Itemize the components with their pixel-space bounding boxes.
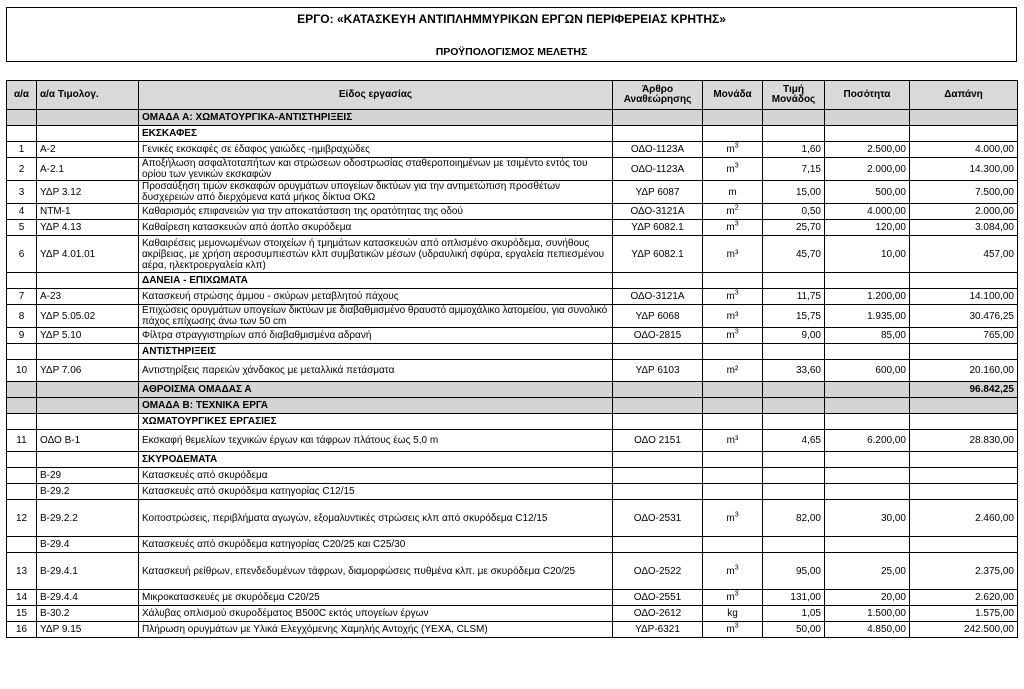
row-code-cell (37, 414, 139, 430)
row-code-cell (37, 110, 139, 126)
section-title: ΧΩΜΑΤΟΥΡΓΙΚΕΣ ΕΡΓΑΣΙΕΣ (139, 414, 613, 430)
unit-text: m (726, 206, 735, 217)
unit-of-measure (703, 500, 763, 537)
item-number: 5 (7, 220, 37, 236)
price-list-code: ΝΤΜ-1 (37, 204, 139, 220)
work-description: Καθαιρέσεις μεμονωμένων στοιχείων ή τμημάτων κατασκευών από οπλισμένο σκυρόδεμα, συνήθους ακρίβειας, με χρήση αεροσυμπιεστών κλπ συμβατικών μέσων (υδραυλική σφύρα, εργαλεία πεπιεσμένου αέρα, ηλεκτροεργαλεία κλπ) (139, 236, 613, 273)
cost (910, 484, 1018, 500)
group-total-cost: 96.842,25 (910, 382, 1018, 398)
price-list-code: Β-29.4.1 (37, 553, 139, 590)
unit-price: 0,50 (763, 204, 825, 220)
unit-of-measure (703, 622, 763, 638)
unit-of-measure (703, 142, 763, 158)
work-description: Κοιτοστρώσεις, περιβλήματα αγωγών, εξομαλυντικές στρώσεις κλπ από σκυρόδεμα C12/15 (139, 500, 613, 537)
unit-of-measure (703, 590, 763, 606)
cost: 3.084,00 (910, 220, 1018, 236)
quantity: 500,00 (825, 181, 910, 204)
unit-price: 9,00 (763, 328, 825, 344)
row-empty-cell (703, 126, 763, 142)
row-empty-cell (613, 414, 703, 430)
row-empty-cell (703, 273, 763, 289)
unit-of-measure (703, 220, 763, 236)
work-description: Χάλυβας οπλισμού σκυροδέματος B500C εκτός υπογείων έργων (139, 606, 613, 622)
price-list-code: Β-29.4.4 (37, 590, 139, 606)
row-empty-cell (613, 382, 703, 398)
quantity: 4.850,00 (825, 622, 910, 638)
cost: 4.000,00 (910, 142, 1018, 158)
item-number: 13 (7, 553, 37, 590)
col-header-article: Άρθρο Αναθεώρησης (613, 81, 703, 110)
table-row (7, 360, 1018, 382)
table-row (7, 430, 1018, 452)
work-description: Φίλτρα στραγγιστηρίων από διαβαθμισμένα αδρανή (139, 328, 613, 344)
section-header-row (7, 344, 1018, 360)
row-empty-cell (763, 398, 825, 414)
row-empty-cell (825, 414, 910, 430)
unit-exponent: 3 (734, 162, 739, 170)
table-row (7, 305, 1018, 328)
table-row (7, 158, 1018, 181)
item-number (7, 537, 37, 553)
table-row (7, 289, 1018, 305)
row-empty-cell (825, 273, 910, 289)
price-list-code: ΥΔΡ 9.15 (37, 622, 139, 638)
group-total-row (7, 382, 1018, 398)
cost: 7.500,00 (910, 181, 1018, 204)
col-header-code: α/α Τιμολογ. (37, 81, 139, 110)
table-row (7, 181, 1018, 204)
table-row (7, 500, 1018, 537)
item-number: 3 (7, 181, 37, 204)
table-row (7, 468, 1018, 484)
item-number: 11 (7, 430, 37, 452)
unit-exponent: 3 (734, 564, 739, 572)
item-number: 15 (7, 606, 37, 622)
row-empty-cell (703, 398, 763, 414)
row-empty-cell (910, 126, 1018, 142)
revision-article: ΟΔΟ-2531 (613, 500, 703, 537)
row-code-cell (37, 126, 139, 142)
unit-of-measure (703, 289, 763, 305)
item-number: 8 (7, 305, 37, 328)
table-row (7, 622, 1018, 638)
revision-article: ΟΔΟ-1123Α (613, 158, 703, 181)
row-aa-cell (7, 273, 37, 289)
unit-text: m² (726, 365, 739, 376)
unit-of-measure (703, 158, 763, 181)
quantity: 4.000,00 (825, 204, 910, 220)
unit-price (763, 468, 825, 484)
work-description: Κατασκευή ρείθρων, επενδεδυμένων τάφρων, διαμορφώσεις πυθμένα κλπ. με σκυρόδεμα C20/25 (139, 553, 613, 590)
price-list-code: ΥΔΡ 5.05.02 (37, 305, 139, 328)
table-header-row (7, 81, 1018, 110)
row-empty-cell (763, 452, 825, 468)
revision-article: ΥΔΡ 6068 (613, 305, 703, 328)
row-empty-cell (703, 382, 763, 398)
col-header-description: Είδος εργασίας (139, 81, 613, 110)
item-number: 1 (7, 142, 37, 158)
row-empty-cell (825, 344, 910, 360)
quantity: 2.000,00 (825, 158, 910, 181)
price-list-code: Β-29.2.2 (37, 500, 139, 537)
revision-article (613, 468, 703, 484)
unit-of-measure (703, 328, 763, 344)
unit-text: m (726, 592, 735, 603)
unit-text: m (726, 565, 735, 577)
price-list-code: Β-30.2 (37, 606, 139, 622)
row-code-cell (37, 398, 139, 414)
unit-text: kg (727, 608, 738, 619)
unit-price: 50,00 (763, 622, 825, 638)
price-list-code: ΥΔΡ 4.13 (37, 220, 139, 236)
row-empty-cell (825, 110, 910, 126)
cost: 2.620,00 (910, 590, 1018, 606)
budget-table-body (7, 110, 1018, 638)
col-header-unit-price: Τιμή Μονάδος (763, 81, 825, 110)
work-description: Κατασκευές από σκυρόδεμα (139, 468, 613, 484)
row-empty-cell (825, 452, 910, 468)
row-code-cell (37, 382, 139, 398)
unit-price (763, 537, 825, 553)
item-number: 4 (7, 204, 37, 220)
unit-exponent: 3 (734, 622, 739, 630)
row-empty-cell (763, 414, 825, 430)
work-description: Πλήρωση ορυγμάτων με Υλικά Ελεγχόμενης Χαμηλής Αντοχής (ΥΕΧΑ, CLSM) (139, 622, 613, 638)
row-aa-cell (7, 398, 37, 414)
item-number: 6 (7, 236, 37, 273)
revision-article: ΥΔΡ-6321 (613, 622, 703, 638)
work-description: Καθαίρεση κατασκευών από άοπλο σκυρόδεμα (139, 220, 613, 236)
unit-exponent: 3 (734, 220, 739, 228)
row-aa-cell (7, 126, 37, 142)
work-description: Αντιστηρίξεις παρειών χάνδακος με μεταλλικά πετάσματα (139, 360, 613, 382)
row-empty-cell (613, 452, 703, 468)
item-number: 7 (7, 289, 37, 305)
work-description: Μικροκατασκευές με σκυρόδεμα C20/25 (139, 590, 613, 606)
quantity: 10,00 (825, 236, 910, 273)
revision-article: ΟΔΟ-1123Α (613, 142, 703, 158)
quantity: 25,00 (825, 553, 910, 590)
price-list-code: Α-23 (37, 289, 139, 305)
table-row (7, 328, 1018, 344)
revision-article (613, 537, 703, 553)
unit-of-measure (703, 468, 763, 484)
work-description: Επιχώσεις ορυγμάτων υπογείων δικτύων με διαβαθμισμένο θραυστό αμμοχάλικο λατομείου, για συνολικό πάχος επίχωσης άνω των 50 cm (139, 305, 613, 328)
quantity: 120,00 (825, 220, 910, 236)
col-header-aa: α/α (7, 81, 37, 110)
section-header-row (7, 273, 1018, 289)
unit-exponent: 3 (734, 511, 739, 519)
table-row (7, 590, 1018, 606)
cost: 457,00 (910, 236, 1018, 273)
unit-text: m (726, 512, 735, 524)
work-description: Κατασκευή στρώσης άμμου - σκύρων μεταβλητού πάχους (139, 289, 613, 305)
unit-price (763, 484, 825, 500)
table-row (7, 236, 1018, 273)
unit-exponent: 3 (734, 142, 739, 150)
unit-price: 82,00 (763, 500, 825, 537)
revision-article: ΥΔΡ 6082.1 (613, 236, 703, 273)
row-aa-cell (7, 452, 37, 468)
quantity: 6.200,00 (825, 430, 910, 452)
table-row (7, 606, 1018, 622)
row-empty-cell (763, 110, 825, 126)
unit-exponent: 3 (734, 328, 739, 336)
quantity: 1.935,00 (825, 305, 910, 328)
unit-exponent: 3 (734, 590, 739, 598)
row-empty-cell (825, 398, 910, 414)
unit-text: m (726, 291, 735, 302)
row-empty-cell (763, 382, 825, 398)
unit-of-measure (703, 606, 763, 622)
row-empty-cell (910, 398, 1018, 414)
revision-article: ΟΔΟ-2815 (613, 328, 703, 344)
revision-article (613, 484, 703, 500)
item-number: 2 (7, 158, 37, 181)
group-title: ΟΜΑΔΑ Β: ΤΕΧΝΙΚΑ ΕΡΓΑ (139, 398, 613, 414)
quantity: 2.500,00 (825, 142, 910, 158)
unit-of-measure (703, 360, 763, 382)
row-empty-cell (763, 273, 825, 289)
quantity (825, 537, 910, 553)
work-description: Εκσκαφή θεμελίων τεχνικών έργων και τάφρων πλάτους έως 5,0 m (139, 430, 613, 452)
unit-text: m (728, 186, 737, 198)
cost: 14.300,00 (910, 158, 1018, 181)
quantity: 20,00 (825, 590, 910, 606)
work-description: Κατασκευές από σκυρόδεμα κατηγορίας C20/25 και C25/30 (139, 537, 613, 553)
item-number (7, 484, 37, 500)
quantity: 600,00 (825, 360, 910, 382)
unit-text: m (726, 222, 735, 233)
cost: 14.100,00 (910, 289, 1018, 305)
cost: 765,00 (910, 328, 1018, 344)
row-aa-cell (7, 344, 37, 360)
table-row (7, 204, 1018, 220)
price-list-code: Β-29 (37, 468, 139, 484)
unit-of-measure (703, 204, 763, 220)
item-number: 10 (7, 360, 37, 382)
row-empty-cell (703, 344, 763, 360)
work-description: Καθαρισμός επιφανειών για την αποκατάσταση της ορατότητας της οδού (139, 204, 613, 220)
col-header-cost: Δαπάνη (910, 81, 1018, 110)
revision-article: ΥΔΡ 6082.1 (613, 220, 703, 236)
revision-article: ΟΔΟ-2522 (613, 553, 703, 590)
col-header-unit: Μονάδα (703, 81, 763, 110)
revision-article: ΟΔΟ 2151 (613, 430, 703, 452)
revision-article: ΥΔΡ 6087 (613, 181, 703, 204)
revision-article: ΟΔΟ-3121Α (613, 289, 703, 305)
group-title: ΟΜΑΔΑ Α: ΧΩΜΑΤΟΥΡΓΙΚΑ-ΑΝΤΙΣΤΗΡΙΞΕΙΣ (139, 110, 613, 126)
cost: 1.575,00 (910, 606, 1018, 622)
unit-text: m³ (726, 435, 739, 446)
quantity: 1.500,00 (825, 606, 910, 622)
unit-exponent: 3 (734, 289, 739, 297)
unit-price: 25,70 (763, 220, 825, 236)
unit-price: 15,00 (763, 181, 825, 204)
revision-article: ΟΔΟ-2612 (613, 606, 703, 622)
row-empty-cell (910, 110, 1018, 126)
unit-text: m (726, 163, 735, 175)
work-description: Γενικές εκσκαφές σε έδαφος γαιώδες -ημιβραχώδες (139, 142, 613, 158)
unit-price: 33,60 (763, 360, 825, 382)
unit-of-measure (703, 305, 763, 328)
unit-of-measure (703, 181, 763, 204)
section-title: ΔΑΝΕΙΑ - ΕΠΙΧΩΜΑΤΑ (139, 273, 613, 289)
unit-of-measure (703, 484, 763, 500)
quantity: 85,00 (825, 328, 910, 344)
document-subtitle: ΠΡΟΫΠΟΛΟΓΙΣΜΟΣ ΜΕΛΕΤΗΣ (435, 46, 588, 58)
row-code-cell (37, 344, 139, 360)
row-empty-cell (613, 110, 703, 126)
price-list-code: Α-2.1 (37, 158, 139, 181)
price-list-code: ΥΔΡ 4.01.01 (37, 236, 139, 273)
row-aa-cell (7, 414, 37, 430)
section-title: ΕΚΣΚΑΦΕΣ (139, 126, 613, 142)
price-list-code: Β-29.2 (37, 484, 139, 500)
unit-price: 15,75 (763, 305, 825, 328)
section-title: ΑΝΤΙΣΤΗΡΙΞΕΙΣ (139, 344, 613, 360)
row-empty-cell (613, 126, 703, 142)
item-number: 12 (7, 500, 37, 537)
unit-text: m³ (726, 248, 739, 260)
work-description: Αποξήλωση ασφαλτοταπήτων και στρώσεων οδοστρωσίας σταθεροποιημένων με τσιμέντο εντός του ορίου των γενικών εκσκαφών (139, 158, 613, 181)
section-title: ΣΚΥΡΟΔΕΜΑΤΑ (139, 452, 613, 468)
item-number: 14 (7, 590, 37, 606)
table-row (7, 553, 1018, 590)
group-header-row (7, 398, 1018, 414)
row-aa-cell (7, 110, 37, 126)
unit-of-measure (703, 553, 763, 590)
unit-price: 45,70 (763, 236, 825, 273)
row-empty-cell (613, 273, 703, 289)
unit-of-measure (703, 537, 763, 553)
quantity (825, 468, 910, 484)
quantity: 1.200,00 (825, 289, 910, 305)
price-list-code: ΥΔΡ 5.10 (37, 328, 139, 344)
price-list-code: ΥΔΡ 3.12 (37, 181, 139, 204)
quantity (825, 484, 910, 500)
row-empty-cell (825, 382, 910, 398)
section-header-row (7, 126, 1018, 142)
unit-text: m (726, 144, 735, 155)
unit-price: 131,00 (763, 590, 825, 606)
row-empty-cell (910, 452, 1018, 468)
row-code-cell (37, 452, 139, 468)
price-list-code: Β-29.4 (37, 537, 139, 553)
row-empty-cell (613, 344, 703, 360)
cost (910, 468, 1018, 484)
unit-of-measure (703, 430, 763, 452)
unit-exponent: 2 (734, 204, 739, 212)
table-row (7, 220, 1018, 236)
cost: 242.500,00 (910, 622, 1018, 638)
row-empty-cell (910, 414, 1018, 430)
col-header-quantity: Ποσότητα (825, 81, 910, 110)
row-empty-cell (703, 414, 763, 430)
row-aa-cell (7, 382, 37, 398)
unit-price: 4,65 (763, 430, 825, 452)
cost (910, 537, 1018, 553)
item-number: 16 (7, 622, 37, 638)
unit-of-measure (703, 236, 763, 273)
group-header-row (7, 110, 1018, 126)
row-empty-cell (703, 452, 763, 468)
budget-table (6, 80, 1018, 638)
price-list-code: Α-2 (37, 142, 139, 158)
table-row (7, 142, 1018, 158)
section-header-row (7, 452, 1018, 468)
table-row (7, 537, 1018, 553)
cost: 28.830,00 (910, 430, 1018, 452)
table-row (7, 484, 1018, 500)
unit-price: 7,15 (763, 158, 825, 181)
work-description: Προσαύξηση τιμών εκσκαφών ορυγμάτων υπογείων δικτύων για την αντιμετώπιση προσθέτων δυσχερειών από διερχόμενα κατά μήκος δίκτυα ΟΚΩ (139, 181, 613, 204)
row-empty-cell (763, 126, 825, 142)
unit-price: 11,75 (763, 289, 825, 305)
work-description: Κατασκευές από σκυρόδεμα κατηγορίας C12/15 (139, 484, 613, 500)
document-header (6, 7, 1017, 62)
cost: 2.000,00 (910, 204, 1018, 220)
unit-text: m (726, 330, 735, 341)
unit-price: 1,05 (763, 606, 825, 622)
item-number: 9 (7, 328, 37, 344)
revision-article: ΟΔΟ-2551 (613, 590, 703, 606)
group-total-label: ΑΘΡΟΙΣΜΑ ΟΜΑΔΑΣ Α (139, 382, 613, 398)
quantity: 30,00 (825, 500, 910, 537)
row-empty-cell (910, 344, 1018, 360)
price-list-code: ΟΔΟ Β-1 (37, 430, 139, 452)
revision-article: ΟΔΟ-3121Α (613, 204, 703, 220)
section-header-row (7, 414, 1018, 430)
row-empty-cell (825, 126, 910, 142)
revision-article: ΥΔΡ 6103 (613, 360, 703, 382)
unit-price: 95,00 (763, 553, 825, 590)
row-code-cell (37, 273, 139, 289)
row-empty-cell (763, 344, 825, 360)
cost: 20.160,00 (910, 360, 1018, 382)
price-list-code: ΥΔΡ 7.06 (37, 360, 139, 382)
row-empty-cell (703, 110, 763, 126)
project-title: ΕΡΓΟ: «ΚΑΤΑΣΚΕΥΗ ΑΝΤΙΠΛΗΜΜΥΡΙΚΩΝ ΕΡΓΩΝ ΠΕΡΙΦΕΡΕΙΑΣ ΚΡΗΤΗΣ» (297, 12, 726, 26)
cost: 2.460,00 (910, 500, 1018, 537)
row-empty-cell (910, 273, 1018, 289)
cost: 30.476,25 (910, 305, 1018, 328)
unit-price: 1,60 (763, 142, 825, 158)
unit-text: m (726, 624, 735, 635)
item-number (7, 468, 37, 484)
unit-text: m³ (726, 310, 739, 322)
cost: 2.375,00 (910, 553, 1018, 590)
row-empty-cell (613, 398, 703, 414)
